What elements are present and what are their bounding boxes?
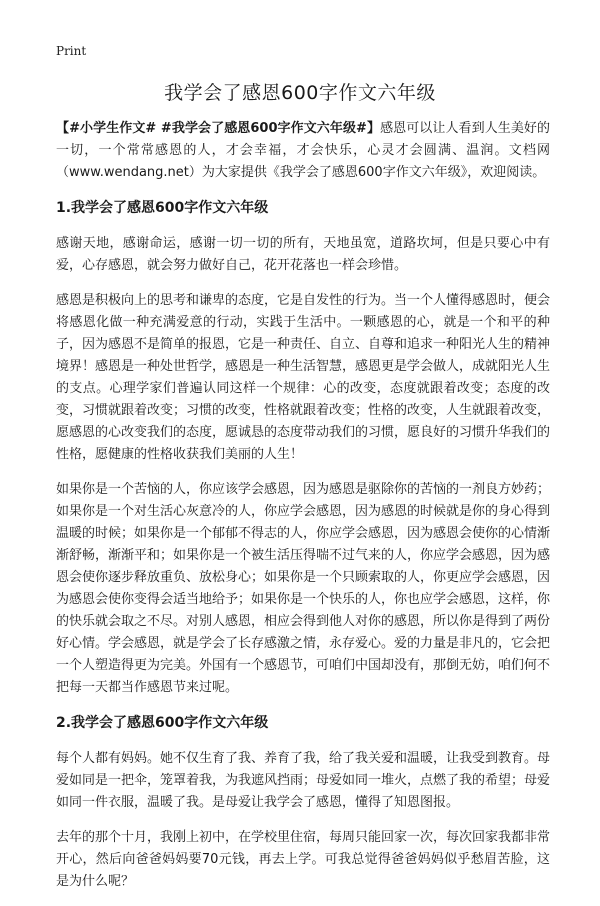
body-paragraph: 感谢天地，感谢命运，感谢一切一切的所有，天地虽宽，道路坎坷，但是只要心中有爱，心存感恩，就会努力做好自己，花开花落也一样会珍惜。 [56,236,550,273]
section-heading: 2.我学会了感恩600字作文六年级 [56,715,269,731]
print-label: Print [56,44,87,58]
document-body [56,118,550,906]
intro-paragraph [56,118,550,184]
section-heading: 1.我学会了感恩600字作文六年级 [56,200,269,216]
body-paragraph: 感恩是积极向上的思考和谦卑的态度，它是自发性的行为。当一个人懂得感恩时，便会将感恩化做一种充满爱意的行动，实践于生活中。一颗感恩的心，就是一个和平的种子，因为感恩不是简单的报恩，它是一种责任、自立、自尊和追求一种阳光人生的精神境界！感恩是一种处世哲学，感恩是一种生活智慧，感恩更是学会做人，成就阳光人生的支点。心理学家们普遍认同这样一个规律：心的改变，态度就跟着改变；态度的改变，习惯就跟着改变；习惯的改变，性格就跟着改变；性格的改变，人生就跟着改变，愿感恩的心改变我们的态度，愿诚恳的态度带动我们的习惯，愿良好的习惯升华我们的性格，愿健康的性格收获我们美丽的人生！ [56,293,551,462]
body-paragraph: 去年的那个十月，我刚上初中，在学校里住宿，每周只能回家一次，每次回家我都非常开心，然后向爸爸妈妈要70元钱，再去上学。可我总觉得爸爸妈妈似乎愁眉苦脸，这是为什么呢？ [56,830,551,889]
body-paragraph: 每个人都有妈妈。她不仅生育了我、养育了我，给了我关爱和温暖，让我受到教育。母爱如同是一把伞，笼罩着我，为我遮风挡雨；母爱如同一堆火，点燃了我的希望；母爱如同一件衣服，温暖了我。是母爱让我学会了感恩，懂得了知恩图报。 [56,751,551,810]
intro-text: 感恩可以让人看到人生美好的一切，一个常常感恩的人，才会幸福，才会快乐，心灵才会圆满、温润。文档网（www.wendang.net）为大家提供《我学会了感恩600字作文六年级》，欢迎阅读。 [56,121,550,180]
body-paragraph: 如果你是一个苦恼的人，你应该学会感恩，因为感恩是驱除你的苦恼的一剂良方妙药；如果你是一个对生活心灰意冷的人，你应学会感恩，因为感恩的时候就是你的身心得到温暖的时候；如果你是一个郁郁不得志的人，你应学会感恩，因为感恩会使你的心情渐渐舒畅，渐渐平和；如果你是一个被生活压得喘不过气来的人，你应学会感恩，因为感恩会使你逐步释放重负、放松身心；如果你是一个只顾索取的人，你更应学会感恩，因为感恩会使你变得会适当地给予；如果你是一个快乐的人，你也应学会感恩，这样，你的快乐就会取之不尽。对别人感恩，相应会得到他人对你的感恩，所以你是得到了两份好心情。学会感恩，就是学会了长存感激之情，永存爱心。爱的力量是非凡的，它会把一个人塑造得更为完美。外国有一个感恩节，可咱们中国却没有，那倒无妨，咱们何不把每一天都当作感恩节来过呢。 [56,482,551,695]
intro-tags: 【#小学生作文# #我学会了感恩600字作文六年级#】 [56,121,381,136]
document-title: 我学会了感恩600字作文六年级 [164,82,436,104]
